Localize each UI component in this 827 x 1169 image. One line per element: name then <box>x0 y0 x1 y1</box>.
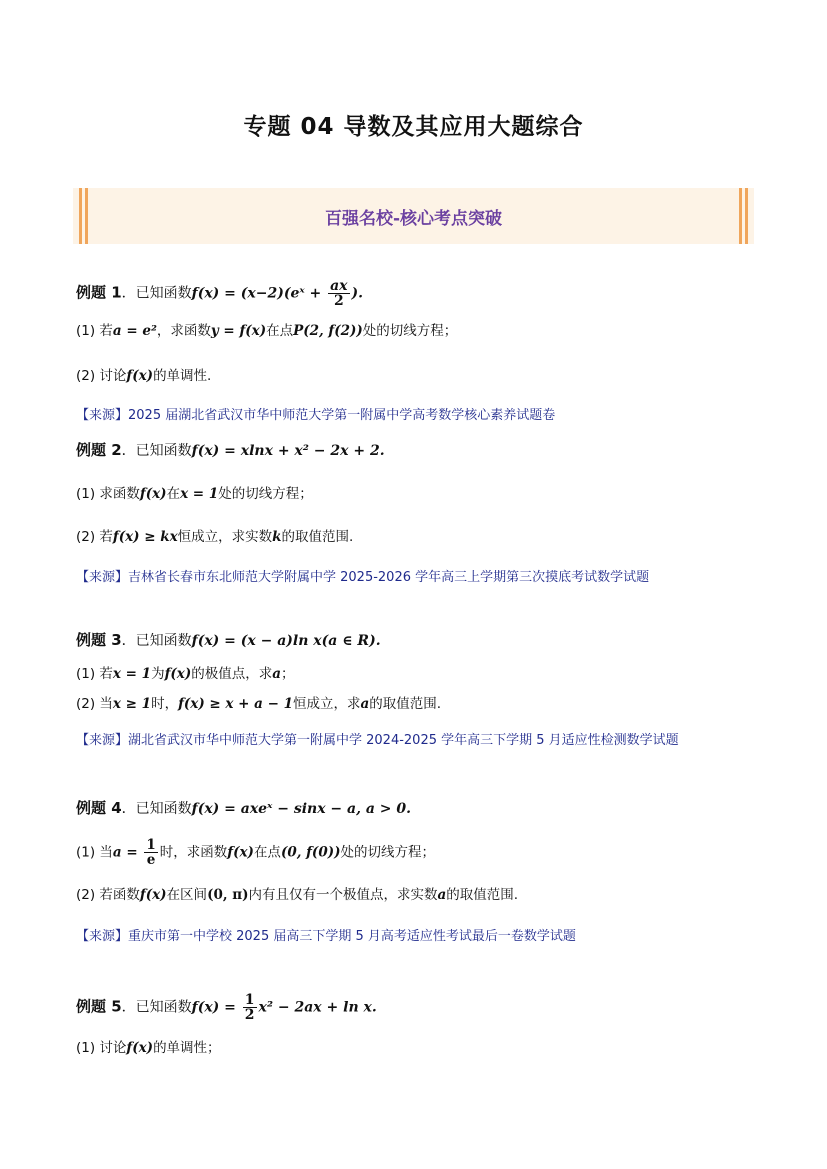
question-prefix: (1) 当 <box>76 844 113 861</box>
example-lead: ．已知函数 <box>121 633 192 649</box>
math-function: f(x) <box>126 1040 154 1056</box>
question-prefix: (1) 若 <box>76 666 113 682</box>
math-function: f(x) <box>139 486 167 502</box>
example-4-question-2 <box>76 885 518 905</box>
expression-tail: ). <box>351 285 364 302</box>
question-text: 的单调性. <box>153 368 212 384</box>
question-prefix: (2) 当 <box>76 696 113 712</box>
question-prefix: (1) 若 <box>76 323 113 339</box>
question-text: 内有且仅有一个极值点，求实数 <box>248 887 438 903</box>
question-text: 处的切线方程； <box>362 323 458 339</box>
question-text: 处的切线方程； <box>340 844 435 861</box>
fraction <box>328 279 349 308</box>
example-lead: ．已知函数 <box>121 999 192 1016</box>
function-expression: f(x) = axeˣ − sinx − a, a > 0 <box>191 801 407 817</box>
example-lead: ．已知函数 <box>121 801 192 817</box>
math-variable: a <box>360 696 370 712</box>
math-variable: a <box>272 666 281 682</box>
question-text: 恒成立，求 <box>293 696 361 712</box>
math-variable: k <box>272 529 282 545</box>
example-2-question-2 <box>76 527 353 547</box>
question-text: ，求函数 <box>156 323 211 339</box>
expression-tail: . <box>371 999 377 1016</box>
example-label: 例题 4 <box>76 799 122 817</box>
question-text: 在区间 <box>166 887 208 903</box>
example-label: 例题 3 <box>76 631 122 649</box>
math-interval: (0, π) <box>207 887 249 903</box>
math-point: P(2, f(2)) <box>293 323 363 339</box>
example-3-source: 【来源】湖北省武汉市华中师范大学第一附属中学 2024-2025 学年高三下学期 5 月适应性检测数学试题 <box>76 733 679 748</box>
math-condition: a = <box>112 844 143 861</box>
fraction-denominator: 2 <box>333 293 344 309</box>
example-5-question-1 <box>76 1038 221 1058</box>
question-text: 的极值点，求 <box>191 666 273 682</box>
math-inequality: f(x) ≥ x + a − 1 <box>178 696 294 712</box>
example-label: 例题 1 <box>76 283 122 302</box>
question-text: 为 <box>151 666 165 682</box>
math-condition: f(x) ≥ kx <box>112 529 178 545</box>
math-condition: x = 1 <box>112 666 152 682</box>
example-label: 例题 5 <box>76 997 122 1016</box>
math-function: f(x) <box>139 887 167 903</box>
function-expression: f(x) = <box>191 999 241 1016</box>
question-text: 的单调性； <box>153 1040 221 1056</box>
example-3-question-2 <box>76 694 441 714</box>
math-function: f(x) <box>126 368 154 384</box>
question-prefix: (2) 若 <box>76 529 113 545</box>
question-text: 在点 <box>266 323 294 339</box>
fraction-denominator: e <box>146 852 156 868</box>
fraction-denominator: 2 <box>244 1007 255 1023</box>
question-text: 在 <box>166 486 181 502</box>
math-variable: a <box>437 887 447 903</box>
example-2-source: 【来源】吉林省长春市东北师范大学附属中学 2025-2026 学年高三上学期第三次摸底考试数学试题 <box>76 570 650 585</box>
example-1-question-2 <box>76 366 211 386</box>
example-3-question-1 <box>76 664 294 684</box>
math-condition: a = e² <box>112 323 157 339</box>
question-prefix: (2) 若函数 <box>76 887 140 903</box>
function-expression: x² − 2ax + ln x <box>258 999 372 1016</box>
math-function: f(x) <box>227 844 254 861</box>
question-text: 时， <box>151 696 179 712</box>
math-function: f(x) <box>164 666 192 682</box>
question-text: 在点 <box>253 844 281 861</box>
expression-tail: . <box>406 801 412 817</box>
function-expression: f(x) = (x − a)ln x(a ∈ R) <box>191 633 376 649</box>
example-label: 例题 2 <box>76 441 122 459</box>
math-condition: x = 1 <box>180 486 219 502</box>
fraction-numerator: ax <box>330 278 348 294</box>
fraction-numerator: 1 <box>146 837 156 853</box>
section-banner <box>73 188 754 244</box>
fraction <box>144 838 157 867</box>
example-1-question-1 <box>76 321 457 341</box>
math-function: y = f(x) <box>210 323 267 339</box>
question-prefix: (1) 讨论 <box>76 1040 127 1056</box>
fraction <box>243 993 257 1022</box>
example-2-statement <box>76 440 385 461</box>
function-expression: f(x) = (x−2)(eˣ + <box>191 285 327 302</box>
example-4-question-1 <box>76 838 435 867</box>
question-text: 处的切线方程； <box>218 486 313 502</box>
math-condition: x ≥ 1 <box>112 696 152 712</box>
math-point: (0, f(0)) <box>280 844 341 861</box>
example-4-statement <box>76 798 411 819</box>
fraction-numerator: 1 <box>244 992 255 1008</box>
function-expression: f(x) = xlnx + x² − 2x + 2 <box>191 443 380 459</box>
example-3-statement <box>76 630 381 651</box>
expression-tail: . <box>379 443 385 459</box>
question-prefix: (1) 求函数 <box>76 486 140 502</box>
question-text: 时，求函数 <box>159 844 228 861</box>
example-1-source: 【来源】2025 届湖北省武汉市华中师范大学第一附属中学高考数学核心素养试题卷 <box>76 408 556 423</box>
banner-title: 百强名校-核心考点突破 <box>324 209 503 229</box>
example-4-source: 【来源】重庆市第一中学校 2025 届高三下学期 5 月高考适应性考试最后一卷数学试题 <box>76 929 576 944</box>
question-text: 的取值范围. <box>369 696 442 712</box>
example-1-statement <box>76 279 363 308</box>
question-prefix: (2) 讨论 <box>76 368 127 384</box>
example-lead: ．已知函数 <box>121 285 192 302</box>
expression-tail: . <box>375 633 381 649</box>
question-text: 恒成立，求实数 <box>177 529 273 545</box>
page-title: 专题 04 导数及其应用大题综合 <box>243 114 584 140</box>
question-text: 的取值范围. <box>281 529 354 545</box>
question-text: ； <box>280 666 295 682</box>
example-5-statement <box>76 993 377 1022</box>
example-2-question-1 <box>76 484 313 504</box>
example-lead: ．已知函数 <box>121 443 192 459</box>
question-text: 的取值范围. <box>446 887 519 903</box>
